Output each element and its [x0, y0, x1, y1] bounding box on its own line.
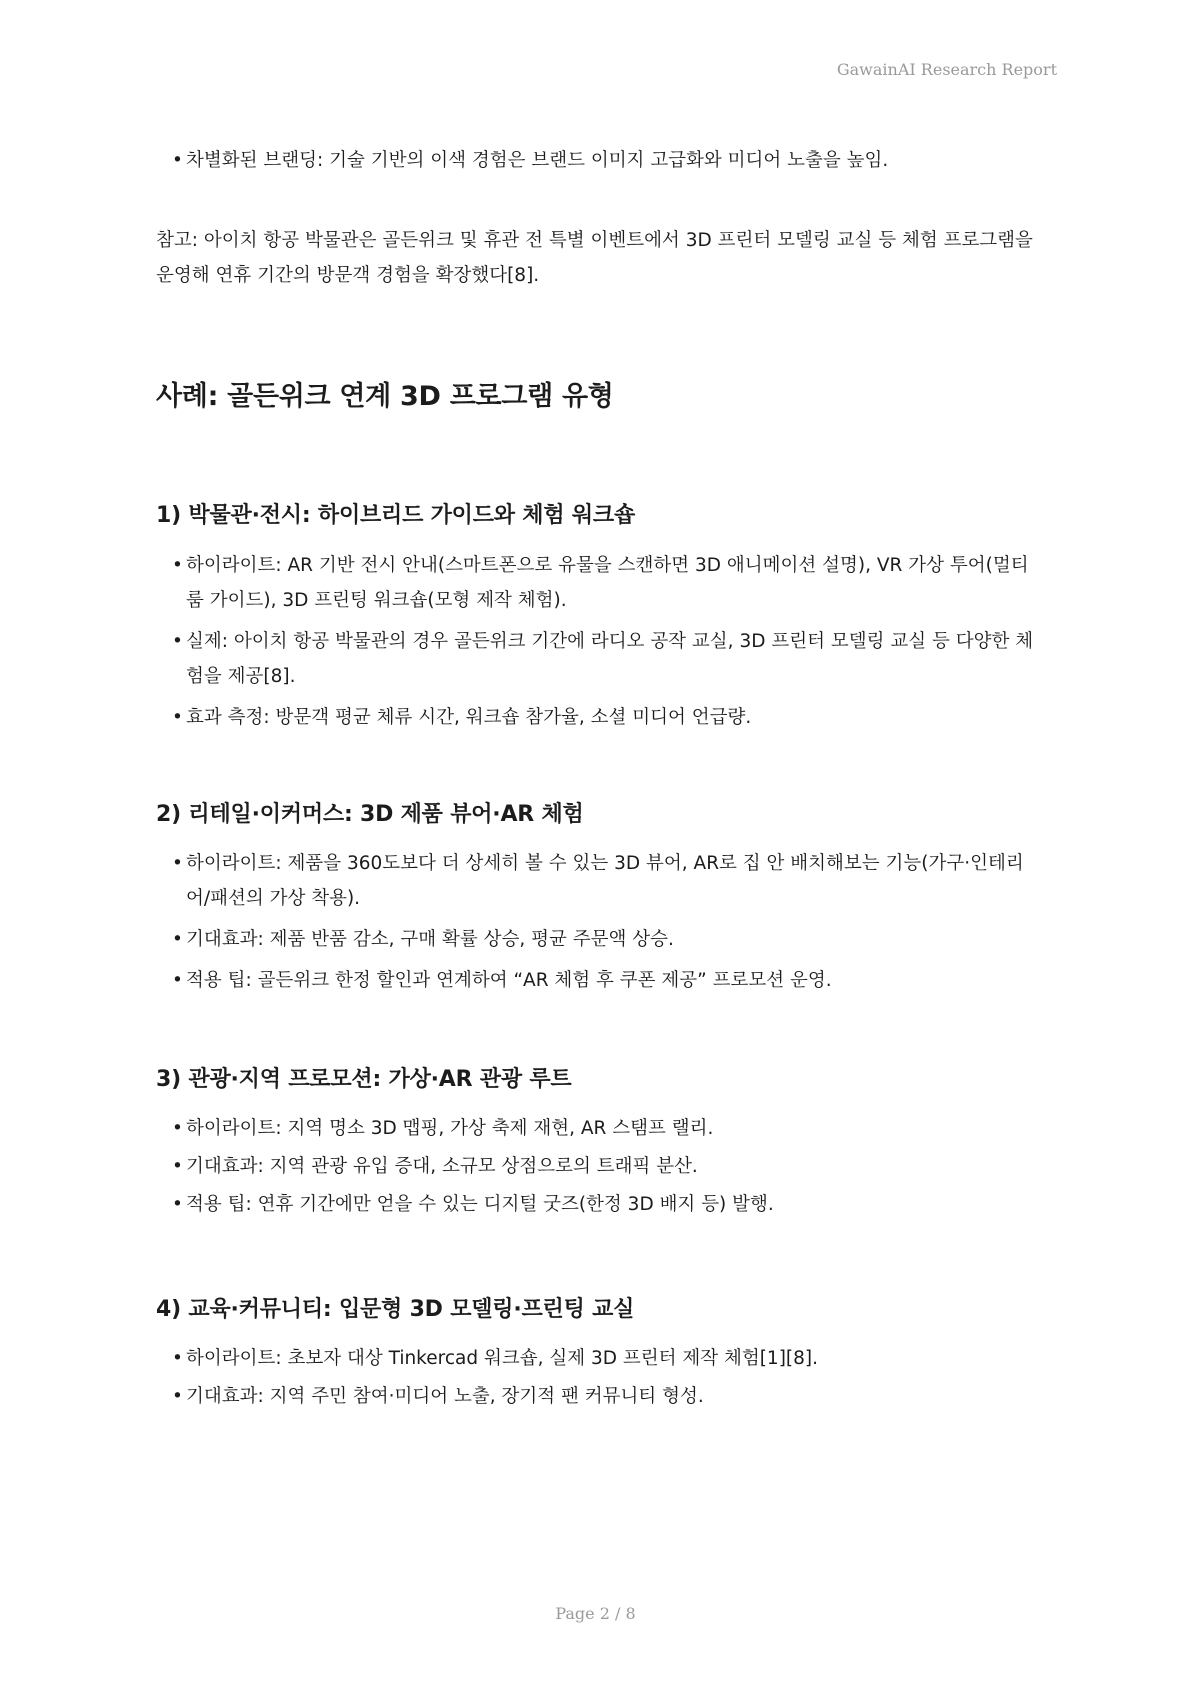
- section-title: 4) 교육·커뮤니티: 입문형 3D 모델링·프린팅 교실: [156, 1297, 635, 1322]
- list-item: • 기대효과: 지역 관광 유입 증대, 소규모 상점으로의 트래픽 분산.: [156, 1149, 1036, 1184]
- section-1: [156, 498, 1036, 529]
- section-2-bullets: [156, 846, 1036, 998]
- intro-bullet-block: [156, 143, 1036, 178]
- report-header: GawainAI Research Report: [836, 60, 1057, 79]
- list-item: • 하이라이트: AR 기반 전시 안내(스마트폰으로 유물을 스캔하면 3D 애니메이션 설명), VR 가상 투어(멀티룸 가이드), 3D 프린팅 워크숍(모형 제작 체험).: [156, 548, 1036, 618]
- intro-note-block: [156, 223, 1036, 293]
- list-item: • 적용 팁: 골든위크 한정 할인과 연계하여 “AR 체험 후 쿠폰 제공” 프로모션 운영.: [156, 963, 1036, 998]
- list-item: • 하이라이트: 지역 명소 3D 맵핑, 가상 축제 재현, AR 스탬프 랠리.: [156, 1111, 1036, 1146]
- list-item: • 하이라이트: 제품을 360도보다 더 상세히 볼 수 있는 3D 뷰어, AR로 집 안 배치해보는 기능(가구·인테리어/패션의 가상 착용).: [156, 846, 1036, 916]
- page-number: Page 2 / 8: [555, 1604, 636, 1623]
- section-title: 3) 관광·지역 프로모션: 가상·AR 관광 루트: [156, 1067, 572, 1092]
- main-heading-block: [156, 374, 1036, 413]
- section-4-bullets: [156, 1341, 1036, 1414]
- list-item: • 적용 팁: 연휴 기간에만 얻을 수 있는 디지털 굿즈(한정 3D 배지 등) 발행.: [156, 1187, 1036, 1222]
- section-title: 1) 박물관·전시: 하이브리드 가이드와 체험 워크숍: [156, 503, 636, 528]
- main-heading: 사례: 골든위크 연계 3D 프로그램 유형: [156, 381, 614, 412]
- list-item: • 하이라이트: 초보자 대상 Tinkercad 워크숍, 실제 3D 프린터 제작 체험[1][8].: [156, 1341, 1036, 1376]
- section-2: [156, 797, 1036, 828]
- list-item: • 기대효과: 제품 반품 감소, 구매 확률 상승, 평균 주문액 상승.: [156, 922, 1036, 957]
- list-item: • 기대효과: 지역 주민 참여·미디어 노출, 장기적 팬 커뮤니티 형성.: [156, 1379, 1036, 1414]
- section-title: 2) 리테일·이커머스: 3D 제품 뷰어·AR 체험: [156, 802, 584, 827]
- list-item: • 실제: 아이치 항공 박물관의 경우 골든위크 기간에 라디오 공작 교실, 3D 프린터 모델링 교실 등 다양한 체험을 제공[8].: [156, 624, 1036, 694]
- list-item: • 효과 측정: 방문객 평균 체류 시간, 워크숍 참가율, 소셜 미디어 언급량.: [156, 700, 1036, 735]
- reference-note: 참고: 아이치 항공 박물관은 골든위크 및 휴관 전 특별 이벤트에서 3D 프린터 모델링 교실 등 체험 프로그램을 운영해 연휴 기간의 방문객 경험을 확장했다[8].: [156, 230, 1033, 286]
- intro-bullet: • 차별화된 브랜딩: 기술 기반의 이색 경험은 브랜드 이미지 고급화와 미디어 노출을 높임.: [156, 143, 1036, 178]
- section-1-bullets: [156, 548, 1036, 735]
- section-3-bullets: [156, 1111, 1036, 1222]
- section-3: [156, 1062, 1036, 1093]
- section-4: [156, 1292, 1036, 1323]
